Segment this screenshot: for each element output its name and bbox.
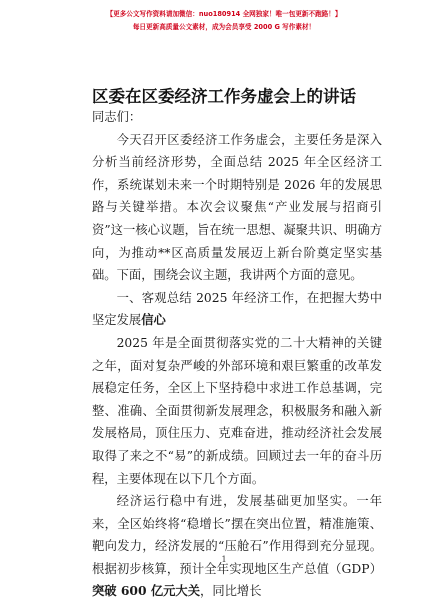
paragraph-economy-tail: ，同比增长 (200, 584, 262, 599)
paragraph-economy-bold: 突破 600 亿元大关 (92, 583, 201, 599)
page-number: 1 (221, 555, 227, 564)
salutation: 同志们： (92, 110, 142, 124)
document-body (92, 106, 382, 603)
promo-banner-line-1: 【更多公文写作资料请加微信：nuo180914 全网独家！唯一包更新不跑路！】 (106, 10, 342, 18)
paragraph-economy-text: 经济运行稳中有进，发展基础更加坚实。一年来，全区始终将“稳增长”摆在突出位置，精准施策、靶向发力，经济发展的“压舱石”作用得到充分显现。根据初步核算，预计全年实现地区生产总值（GDP） (92, 494, 382, 576)
paragraph-review: 2025 年是全面贯彻落实党的二十大精神的关键之年，面对复杂严峻的外部环境和艰巨繁重的改革发展稳定任务，全区上下坚持稳中求进工作总基调，完整、准确、全面贯彻新发展理念，积极服务和融入新发展格局，顶住压力、克难奋进，推动经济社会发展取得了来之不“易”的新成绩。回顾过去一年的奋斗历程，主要体现在以下几个方面。 (92, 335, 382, 486)
paragraph-intro: 今天召开区委经济工作务虚会，主要任务是深入分析当前经济形势，全面总结 2025 年全区经济工作，系统谋划未来一个时期特别是 2026 年的发展思路与关键举措。本次会议聚焦“产业发展与招商引资”这一核心议题，旨在统一思想、凝聚共识、明确方向，为推动**区高质量发展迈上新台阶奠定坚实基础。下面，围绕会议主题，我讲两个方面的意见。 (92, 132, 382, 283)
section-heading-1-text: 一、客观总结 2025 年经济工作，在把握大势中坚定发展 (92, 290, 382, 328)
document-title: 区委在区委经济工作务虚会上的讲话 (92, 87, 356, 106)
section-heading-1 (92, 287, 382, 332)
promo-banner-line-2: 每日更新高质量公文素材，成为会员享受 2000 G 写作素材！ (132, 23, 316, 31)
paragraph-economy (92, 490, 382, 603)
section-heading-1-bold: 信心 (141, 312, 166, 328)
